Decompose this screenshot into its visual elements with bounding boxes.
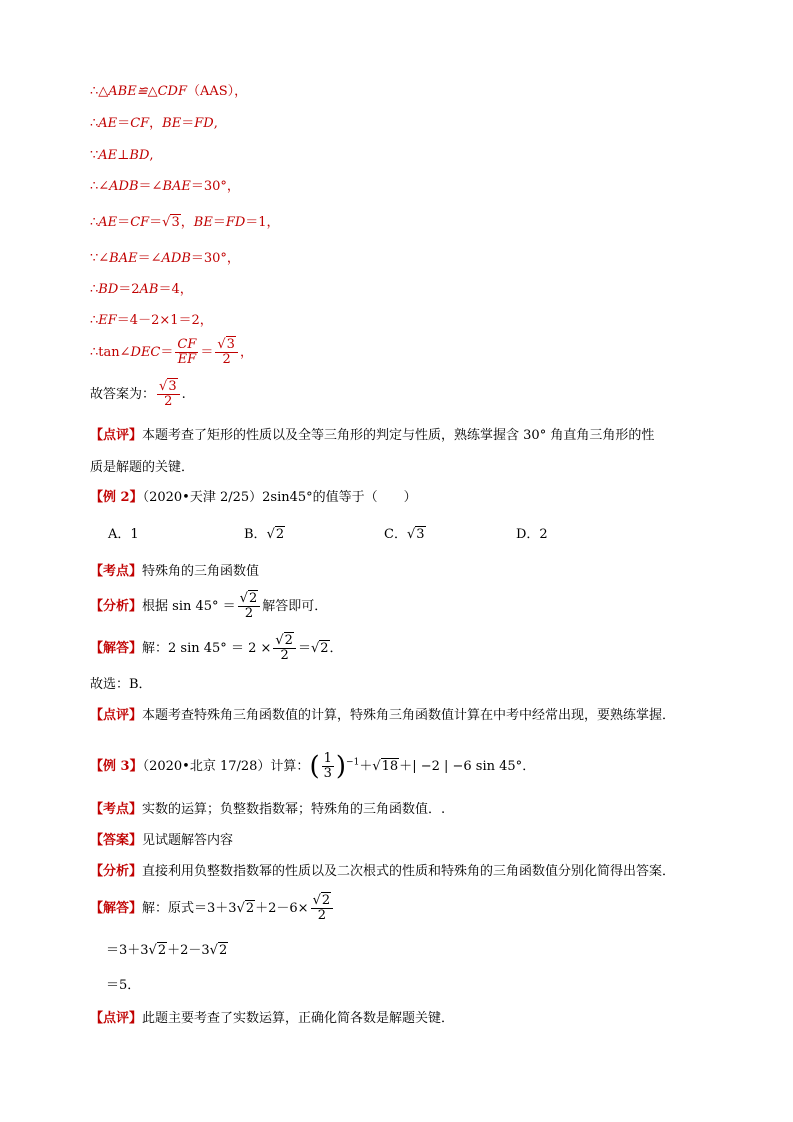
expr: ＋2－6× <box>255 901 309 916</box>
remark-tag: 【点评】 <box>90 1011 143 1026</box>
var: BAE <box>109 251 138 266</box>
radicand: 2 <box>284 633 293 648</box>
tail: . <box>181 387 186 402</box>
op: ＋ <box>359 759 373 774</box>
proof-line-2 <box>90 115 218 133</box>
expr: | −2 | −6 sin 45° <box>412 759 523 774</box>
radicand: 3 <box>168 379 177 394</box>
fraction: $\frac{√2}{2}$ <box>311 894 334 923</box>
sqrt: √2 <box>148 943 167 958</box>
sqrt: √2 <box>236 901 255 916</box>
op: ＝ <box>160 345 174 360</box>
example-question: （2020•北京 17/28）计算： <box>142 759 310 774</box>
expr: ＝3＋3 <box>106 943 149 958</box>
expr: 2 sin 45° ＝ 2 × <box>168 641 272 656</box>
remark-1-cont <box>90 459 194 477</box>
remark-tag: 【点评】 <box>90 428 143 443</box>
fenxi-text: 解答即可． <box>262 599 328 614</box>
fraction <box>322 752 334 781</box>
denominator: 2 <box>244 606 254 621</box>
proof-line-3 <box>90 147 154 165</box>
remark-text: 本题考查了矩形的性质以及全等三角形的判定与性质，熟练掌握含 30° 角直角三角形的性 <box>142 428 655 443</box>
var: BD <box>129 148 150 163</box>
example-3-jieda <box>90 894 335 923</box>
example-3-remark <box>90 1010 454 1028</box>
perp-symbol: ⊥ <box>117 148 130 163</box>
reason: （AAS）， <box>187 84 248 99</box>
sqrt: √18 <box>372 759 399 774</box>
var: ADB <box>109 179 139 194</box>
example-question: （2020•天津 2/25）2sin45°的值等于（ ） <box>142 490 417 505</box>
fenxi-tag: 【分析】 <box>90 864 143 879</box>
op: ＝ <box>181 116 195 131</box>
symbol: ∴ <box>90 313 99 328</box>
symbol: ∴ <box>90 282 99 297</box>
option-a: A．1 <box>108 527 139 542</box>
op: ＝∠ <box>138 179 163 194</box>
numerator: CF <box>177 337 197 352</box>
sqrt: √3 <box>162 215 180 230</box>
var: ADB <box>161 251 191 266</box>
tail: ． <box>522 759 536 774</box>
kaodian-text: 特殊角的三角函数值 <box>142 564 260 579</box>
var: FD <box>225 215 246 230</box>
proof-line-8 <box>90 312 213 330</box>
op: ＋ <box>399 759 413 774</box>
kaodian-tag: 【考点】 <box>90 564 143 579</box>
denominator: 2 <box>317 908 326 923</box>
choose-text: 故选：B． <box>90 677 152 692</box>
op: ＝ <box>149 215 163 230</box>
kaodian-tag: 【考点】 <box>90 802 143 817</box>
jieda-tag: 【解答】 <box>90 641 143 656</box>
remark-text: 此题主要考查了实数运算，正确化简各数是解题关键． <box>142 1011 455 1026</box>
var: BD <box>98 282 119 297</box>
proof-line-5 <box>90 214 280 232</box>
example-tag: 【例 2】 <box>90 490 143 505</box>
tail: ＝4－2×1＝2， <box>116 313 213 328</box>
denominator: 3 <box>323 766 332 781</box>
fenxi-text: 根据 sin 45° ＝ <box>142 599 236 614</box>
option-d: D．2 <box>516 527 548 542</box>
op: ＝ <box>212 215 226 230</box>
option-label: C． <box>384 527 407 542</box>
fraction: $\frac{√2}{2}$ <box>238 592 261 621</box>
var: CF <box>130 116 150 131</box>
daan-text: 见试题解答内容 <box>142 833 234 848</box>
var: EF <box>98 313 117 328</box>
var: FD <box>194 116 214 131</box>
option-b: B．√2 <box>244 527 285 542</box>
symbol: ∴ <box>90 215 99 230</box>
remark-tag: 【点评】 <box>90 708 143 723</box>
tail: ＝1， <box>245 215 280 230</box>
symbol: ∴tan∠ <box>90 345 131 360</box>
example-3-kaodian <box>90 801 445 819</box>
radicand: 18 <box>381 759 399 774</box>
proof-line-1 <box>90 83 247 101</box>
op: ＝2 <box>118 282 140 297</box>
example-3-fenxi <box>90 863 675 881</box>
var: AE <box>98 215 118 230</box>
radicand: 2 <box>320 641 329 656</box>
tail: , <box>149 148 154 163</box>
radicand: 3 <box>226 337 235 352</box>
fenxi-text: 直接利用负整数指数幂的性质以及二次根式的性质和特殊角的三角函数值分别化简得出答案． <box>142 864 676 879</box>
radicand: 2 <box>321 893 331 908</box>
radicand: 2 <box>218 943 228 958</box>
radicand: 2 <box>248 591 258 606</box>
var: BE <box>193 215 213 230</box>
op: ＝ <box>117 116 131 131</box>
radicand: 2 <box>245 901 255 916</box>
option-label: B． <box>244 527 267 542</box>
example-3-daan <box>90 832 233 850</box>
kaodian-text: 实数的运算；负整数指数幂；特殊角的三角函数值．. <box>142 802 446 817</box>
var: DEC <box>130 345 161 360</box>
example-tag: 【例 3】 <box>90 759 143 774</box>
fraction <box>175 338 198 367</box>
radicand: 3 <box>171 215 180 230</box>
symbol: ∵ <box>90 148 99 163</box>
option-c: C．√3 <box>384 527 425 542</box>
congruence-expr: ABE≌△CDF <box>108 84 187 99</box>
example-3-title: 【例 3】（2020•北京 17/28）计算：( $\frac{1}{3}$ )$^{-1}$＋√18＋| −2 | −6 sin 45°． <box>90 751 536 782</box>
daan-tag: 【答案】 <box>90 833 143 848</box>
answer-label: 故答案为： <box>90 387 156 402</box>
sqrt: √2 <box>209 943 228 958</box>
example-2-jieda <box>90 634 343 663</box>
example-2-options <box>108 526 548 544</box>
sep: ， <box>180 215 194 230</box>
proof-line-6 <box>90 250 240 268</box>
remark-text: 本题考查特殊角三角函数值的计算，特殊角三角函数值计算在中考中经常出现，要熟练掌握． <box>142 708 676 723</box>
op: ＝ <box>117 215 131 230</box>
jieda-text: 解： <box>142 641 169 656</box>
example-2-choose <box>90 676 152 694</box>
symbol: ∴△ <box>90 84 109 99</box>
example-2-kaodian <box>90 563 259 581</box>
jieda-tag: 【解答】 <box>90 901 143 916</box>
denominator: 2 <box>164 394 173 409</box>
var: AE <box>98 148 118 163</box>
radicand: 3 <box>416 527 425 542</box>
fraction: $\frac{√2}{2}$ <box>273 634 296 663</box>
op: ＝∠ <box>137 251 162 266</box>
var: CF <box>130 215 150 230</box>
fraction: $\frac{√3}{2}$ <box>157 380 180 409</box>
tail: , <box>213 116 218 131</box>
proof-line-7 <box>90 281 193 299</box>
sqrt: √2 <box>310 641 329 656</box>
symbol: ∴ <box>90 116 99 131</box>
example-2-title <box>90 489 417 507</box>
example-3-step-2 <box>106 942 228 960</box>
denominator: 2 <box>222 352 231 367</box>
radicand: 2 <box>275 527 285 542</box>
result-text: ＝5． <box>106 978 141 993</box>
remark-1 <box>90 427 654 445</box>
op: ＝ <box>200 345 214 360</box>
exponent: −1 <box>346 757 360 768</box>
example-2-fenxi <box>90 592 327 621</box>
expr: ＋2－3 <box>167 943 210 958</box>
example-2-remark <box>90 707 675 725</box>
var: AB <box>139 282 159 297</box>
remark-text: 质是解题的关键． <box>90 460 195 475</box>
proof-line-9 <box>90 338 253 367</box>
example-3-step-3 <box>106 977 140 995</box>
tail: ＝30°， <box>190 179 240 194</box>
fenxi-tag: 【分析】 <box>90 599 143 614</box>
numerator: 1 <box>323 751 332 766</box>
symbol: ∵∠ <box>90 251 110 266</box>
var: BE <box>162 116 182 131</box>
symbol: ∴∠ <box>90 179 110 194</box>
denominator: EF <box>177 352 197 367</box>
tail: ． <box>329 641 343 656</box>
var: BAE <box>162 179 191 194</box>
jieda-text: 解：原式＝3＋3 <box>142 901 237 916</box>
fraction: $\frac{√3}{2}$ <box>215 338 238 367</box>
var: AE <box>98 116 118 131</box>
proof-line-4 <box>90 178 240 196</box>
sep: ， <box>149 116 163 131</box>
radicand: 2 <box>157 943 167 958</box>
answer-line <box>90 380 186 409</box>
tail: ＝30°， <box>190 251 240 266</box>
denominator: 2 <box>280 648 289 663</box>
op: ＝ <box>297 641 311 656</box>
tail: ， <box>239 345 253 360</box>
tail: ＝4， <box>158 282 193 297</box>
